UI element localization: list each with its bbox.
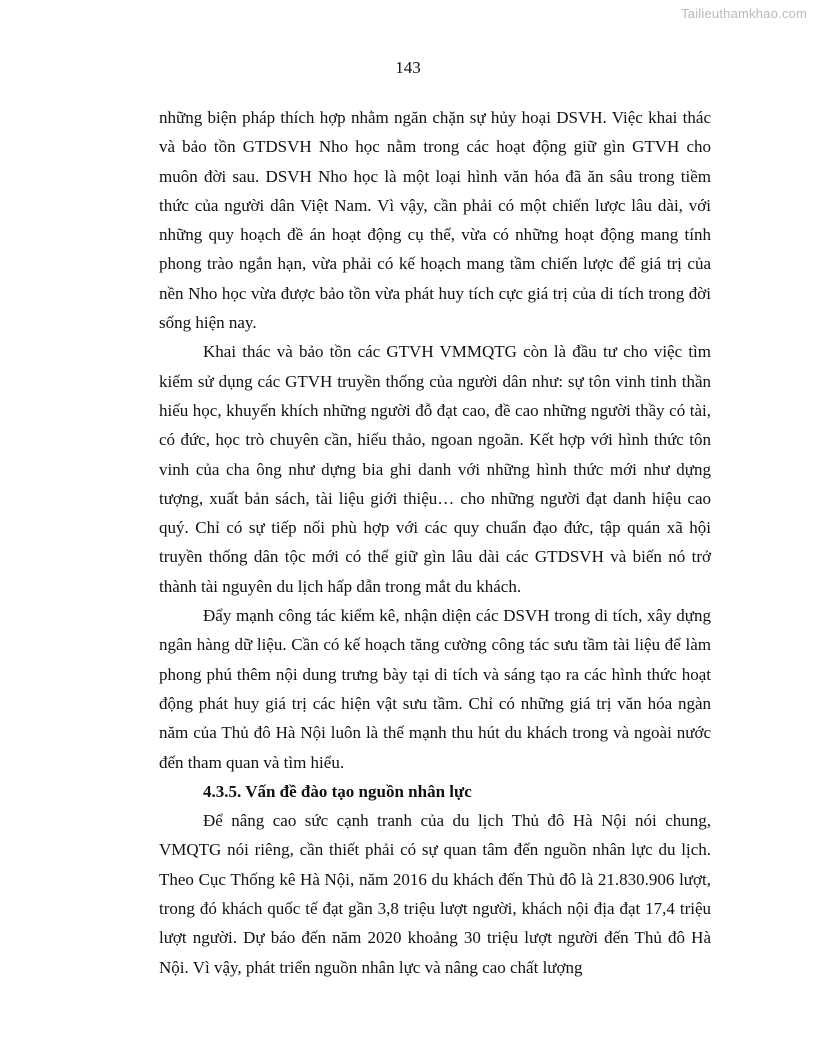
watermark: Tailieuthamkhao.com	[681, 6, 807, 21]
page-number: 143	[395, 58, 421, 77]
section-paragraph: Để nâng cao sức cạnh tranh của du lịch Thủ đô Hà Nội nói chung, VMQTG nói riêng, cần thiết phải có sự quan tâm đến nguồn nhân lực du lịch. Theo Cục Thống kê Hà Nội, năm 2016 du khách đến Thủ đô là 21.830.906 lượt, trong đó khách quốc tế đạt gần 3,8 triệu lượt người, khách nội địa đạt 17,4 triệu lượt người. Dự báo đến năm 2020 khoảng 30 triệu lượt người đến Thủ đô Hà Nội. Vì vậy, phát triển nguồn nhân lực và nâng cao chất lượng	[159, 811, 711, 977]
body-text	[159, 103, 711, 982]
paragraph-1: những biện pháp thích hợp nhằm ngăn chặn sự hủy hoại DSVH. Việc khai thác và bảo tồn GTDSVH Nho học nằm trong các hoạt động giữ gìn GTVH cho muôn đời sau. DSVH Nho học là một loại hình văn hóa đã ăn sâu trong tiềm thức của người dân Việt Nam. Vì vậy, cần phải có một chiến lược lâu dài, với những quy hoạch đề án hoạt động cụ thể, vừa có những hoạt động mang tính phong trào ngắn hạn, vừa phải có kế hoạch mang tầm chiến lược để giá trị của nền Nho học vừa được bảo tồn vừa phát huy tích cực giá trị của di tích trong đời sống hiện nay.	[159, 108, 711, 333]
paragraph-2: Khai thác và bảo tồn các GTVH VMMQTG còn là đầu tư cho việc tìm kiếm sử dụng các GTVH truyền thống của người dân như: sự tôn vinh tinh thần hiếu học, khuyến khích những người đỗ đạt cao, đề cao những người thầy có tài, có đức, học trò chuyên cần, hiếu thảo, ngoan ngoãn. Kết hợp với hình thức tôn vinh của cha ông như dựng bia ghi danh với những hình thức mới như dựng tượng, xuất bản sách, tài liệu giới thiệu… cho những người đạt danh hiệu cao quý. Chỉ có sự tiếp nối phù hợp với các quy chuẩn đạo đức, tập quán xã hội truyền thống dân tộc mới có thể giữ gìn lâu dài các GTDSVH và biến nó trở thành tài nguyên du lịch hấp dẫn trong mắt du khách.	[159, 342, 711, 596]
paragraph-3: Đẩy mạnh công tác kiểm kê, nhận diện các DSVH trong di tích, xây dựng ngân hàng dữ liệu. Cần có kế hoạch tăng cường công tác sưu tầm tài liệu để làm phong phú thêm nội dung trưng bày tại di tích và sáng tạo ra các hình thức hoạt động phát huy giá trị các hiện vật sưu tầm. Chỉ có những giá trị văn hóa ngàn năm của Thủ đô Hà Nội luôn là thế mạnh thu hút du khách trong và ngoài nước đến tham quan và tìm hiểu.	[159, 606, 711, 772]
section-heading: 4.3.5. Vấn đề đào tạo nguồn nhân lực	[203, 781, 472, 801]
